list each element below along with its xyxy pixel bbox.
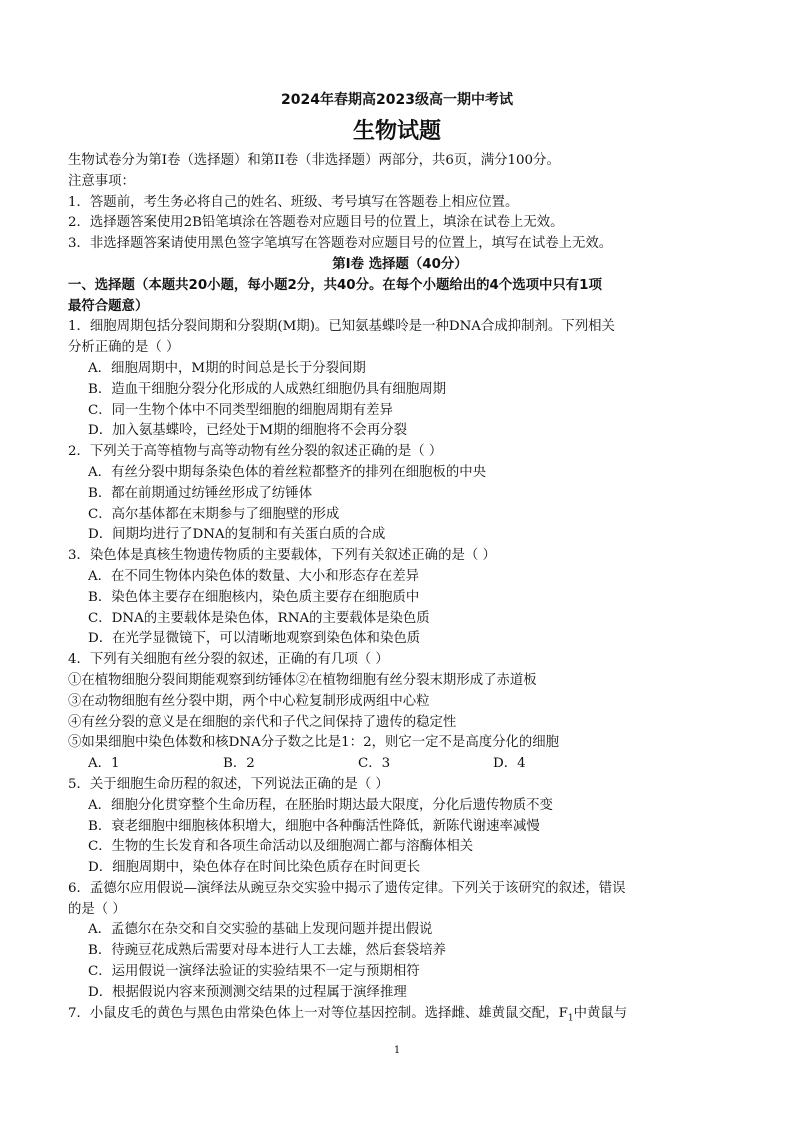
question-5-option-d: D．细胞周期中，染色体存在时间比染色质存在时间更长	[88, 860, 421, 876]
question-4-option-b: B．2	[223, 756, 255, 772]
question-5-option-a: A．细胞分化贯穿整个生命历程，在胚胎时期达最大限度，分化后遗传物质不变	[88, 797, 553, 813]
question-4-stem: 4．下列有关细胞有丝分裂的叙述，正确的有几项（ ）	[68, 652, 389, 668]
question-1-option-c: C．同一生物个体中不同类型细胞的细胞周期有差异	[88, 402, 393, 418]
question-6-stem: 的是（ ）	[68, 901, 126, 917]
question-3-option-d: D．在光学显微镜下，可以清晰地观察到染色体和染色质	[88, 631, 421, 647]
question-1-option-d: D．加入氨基蝶呤，已经处于M期的细胞将不会再分裂	[88, 423, 408, 439]
question-3-option-b: B．染色体主要存在细胞核内，染色质主要存在细胞质中	[88, 589, 420, 605]
question-7-subscript: 1	[567, 1013, 574, 1024]
question-2-option-a: A．有丝分裂中期每条染色体的着丝粒都整齐的排列在细胞板的中央	[88, 464, 486, 480]
question-5-option-b: B．衰老细胞中细胞核体积增大，细胞中各种酶活性降低，新陈代谢速率减慢	[88, 818, 540, 834]
subject-title: 生物试题	[352, 119, 441, 144]
question-1-option-b: B．造血干细胞分裂分化形成的人成熟红细胞仍具有细胞周期	[88, 381, 446, 397]
question-3-option-a: A．在不同生物体内染色体的数量、大小和形态存在差异	[88, 568, 420, 584]
question-4-options	[68, 754, 732, 775]
question-6-stem: 6．孟德尔应用假说—演绎法从豌豆杂交实验中揭示了遗传定律。下列关于该研究的叙述，错误	[68, 880, 626, 896]
section-instruction: 最符合题意）	[68, 298, 149, 314]
page-number: 1	[393, 1045, 401, 1056]
section-instruction: 一、选择题（本题共20小题，每小题2分，共40分。在每个小题给出的4个选项中只有1项	[68, 277, 602, 293]
notice-item: 2．选择题答案使用2B铅笔填涂在答题卷对应题目号的位置上，填涂在试卷上无效。	[68, 215, 564, 231]
section-title: 第I卷 选择题（40分）	[332, 256, 468, 272]
question-2-option-c: C．高尔基体都在末期参与了细胞壁的形成	[88, 506, 340, 522]
question-4-option-a: A．1	[88, 756, 120, 772]
notice-item: 1．答题前，考生务必将自己的姓名、班级、考号填写在答题卷上相应位置。	[68, 194, 519, 210]
question-6-option-b: B．待豌豆花成熟后需要对母本进行人工去雄，然后套袋培养	[88, 943, 446, 959]
intro-line: 生物试卷分为第I卷（选择题）和第II卷（非选择题）两部分，共6页，满分100分。	[68, 153, 560, 168]
notice-item: 3．非选择题答案请使用黑色签字笔填写在答题卷对应题目号的位置上，填写在试卷上无效。	[68, 236, 613, 252]
question-3-stem: 3．染色体是真核生物遗传物质的主要载体，下列有关叙述正确的是（ ）	[68, 548, 496, 564]
question-6-option-c: C．运用假说一演绎法验证的实验结果不一定与预期相符	[88, 964, 420, 980]
question-4-option-c: C．3	[358, 756, 391, 772]
question-2-option-b: B．都在前期通过纺锤丝形成了纺锤体	[88, 485, 313, 501]
question-4-statement: ⑤如果细胞中染色体数和核DNA分子数之比是1：2，则它一定不是高度分化的细胞	[68, 735, 560, 751]
question-7-stem-part: 中黄鼠与	[573, 1005, 628, 1021]
question-4-statement: ①在植物细胞分裂间期能观察到纺锤体②在植物细胞有丝分裂末期形成了赤道板	[68, 672, 537, 688]
exam-body	[68, 151, 732, 1024]
question-5-stem: 5．关于细胞生命历程的叙述，下列说法正确的是（ ）	[68, 776, 389, 792]
question-6-option-d: D．根据假说内容来预测测交结果的过程属于演绎推理	[88, 984, 407, 1000]
notice-label: 注意事项：	[68, 173, 135, 189]
question-4-statement: ④有丝分裂的意义是在细胞的亲代和子代之间保持了遗传的稳定性	[68, 714, 457, 730]
question-6-option-a: A．孟德尔在杂交和自交实验的基础上发现问题并提出假说	[88, 922, 433, 938]
question-4-option-d: D．4	[493, 756, 526, 772]
exam-title: 2024年春期高2023级高一期中考试	[281, 92, 513, 108]
question-4-statement: ③在动物细胞有丝分裂中期，两个中心粒复制形成两组中心粒	[68, 693, 430, 709]
question-7-stem-part: 7．小鼠皮毛的黄色与黑色由常染色体上一对等位基因控制。选择雌、雄黄鼠交配，F	[68, 1005, 568, 1021]
question-1-stem: 1．细胞周期包括分裂间期和分裂期(M期)。已知氨基蝶呤是一种DNA合成抑制剂。下列相关	[68, 319, 615, 335]
question-1-option-a: A．细胞周期中，M期的时间总是长于分裂间期	[88, 360, 366, 376]
question-2-option-d: D．间期均进行了DNA的复制和有关蛋白质的合成	[88, 527, 386, 543]
question-2-stem: 2．下列关于高等植物与高等动物有丝分裂的叙述正确的是（ ）	[68, 444, 443, 460]
question-1-stem: 分析正确的是（ ）	[68, 340, 180, 356]
question-5-option-c: C．生物的生长发育和各项生命活动以及细胞凋亡都与溶酶体相关	[88, 839, 474, 855]
question-3-option-c: C．DNA的主要载体是染色体，RNA的主要载体是染色质	[88, 610, 430, 626]
question-7-stem	[68, 1004, 732, 1025]
